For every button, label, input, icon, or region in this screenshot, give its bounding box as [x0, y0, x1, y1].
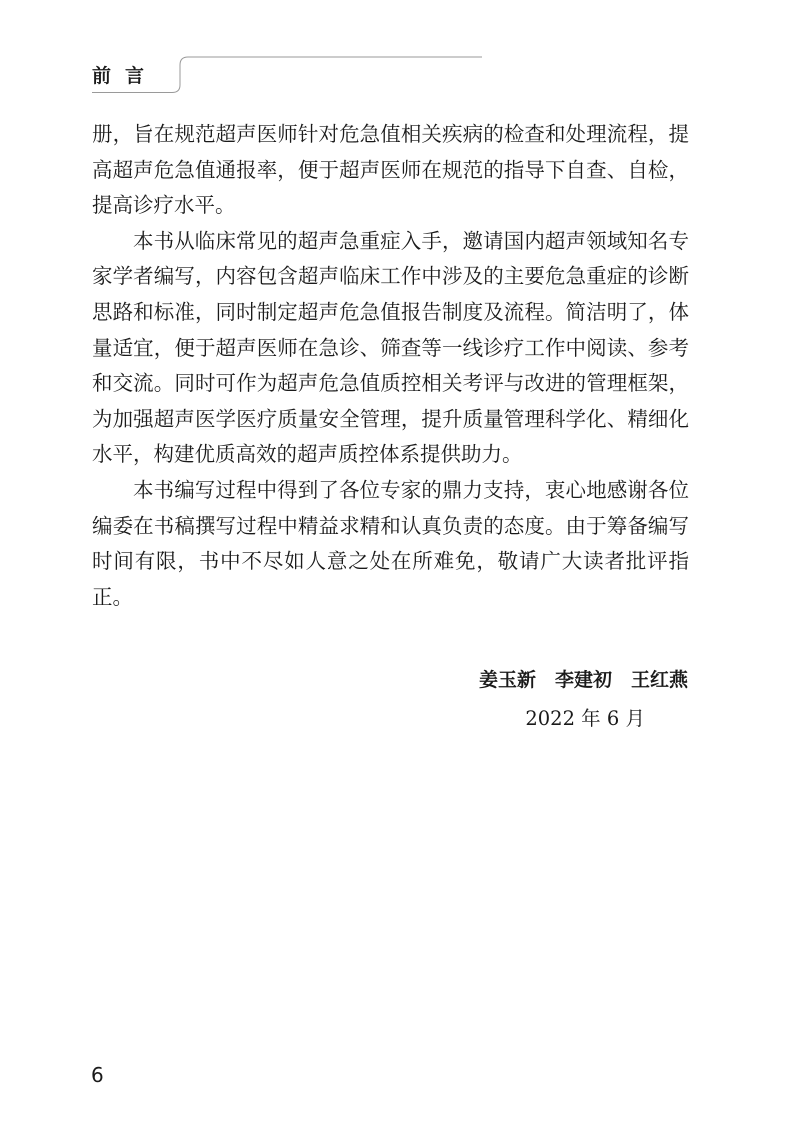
page-number: 6 [91, 1063, 104, 1087]
section-title: 前言 [92, 65, 159, 87]
body-text [92, 117, 689, 615]
author-names: 姜玉新 李建初 王红燕 [478, 669, 688, 691]
paragraph-intro: 本书从临床常见的超声急重症入手，邀请国内超声领域知名专家学者编写，内容包含超声临床工作中涉及的主要危急重症的诊断思路和标准，同时制定超声危急值报告制度及流程。简洁明了，体量适宜，便于超声医师在急诊、筛查等一线诊疗工作中阅读、参考和交流。同时可作为超声危急值质控相关考评与改进的管理框架，为加强超声医学医疗质量安全管理，提升质量管理科学化、精细化水平，构建优质高效的超声质控体系提供助力。 [92, 228, 689, 467]
paragraph-acknowledgement: 本书编写过程中得到了各位专家的鼎力支持，衷心地感谢各位编委在书稿撰写过程中精益求精和认真负责的态度。由于筹备编写时间有限，书中不尽如人意之处在所难免，敬请广大读者批评指正。 [92, 477, 689, 609]
running-header [92, 55, 492, 95]
paragraph-continued: 册，旨在规范超声医师针对危急值相关疾病的检查和处理流程，提高超声危急值通报率，便于超声医师在规范的指导下自查、自检，提高诊疗水平。 [92, 122, 689, 218]
signature-date: 2022 年 6 月 [525, 707, 645, 730]
